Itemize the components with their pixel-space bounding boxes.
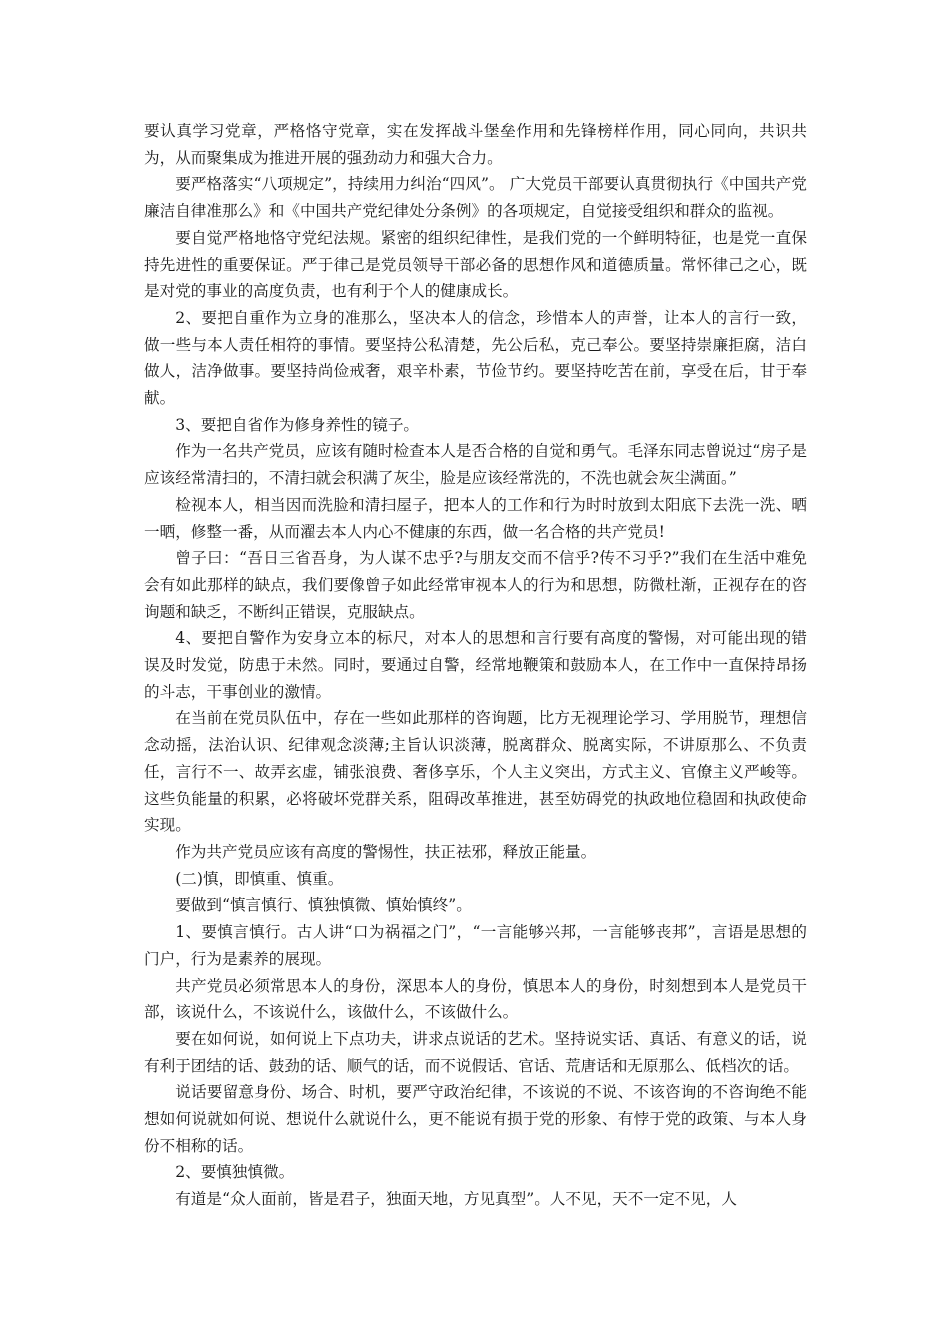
- paragraph: 3、要把自省作为修身养性的镜子。: [175, 415, 420, 434]
- paragraph: 1、要慎言慎行。古人讲“口为祸福之门”，“一言能够兴邦，一言能够丧邦”，言语是思想的门户，行为是素养的展现。: [144, 923, 807, 968]
- paragraph: 要在如何说，如何说上下点功夫，讲求点说话的艺术。坚持说实话、真话、有意义的话，说有利于团结的话、鼓劲的话、顺气的话，而不说假话、官话、荒唐话和无原那么、低档次的话。: [144, 1029, 807, 1075]
- paragraph: 要认真学习党章，严格恪守党章，实在发挥战斗堡垒作用和先锋榜样作用，同心同向，共识共为，从而聚集成为推进开展的强劲动力和强大合力。: [144, 122, 807, 167]
- paragraph: 有道是“众人面前，皆是君子，独面天地，方见真型”。人不见，天不一定不见，人: [175, 1190, 737, 1209]
- paragraph: 作为一名共产党员，应该有随时检查本人是否合格的自觉和勇气。毛泽东同志曾说过“房子是应该经常清扫的，不清扫就会积满了灰尘，脸是应该经常洗的，不洗也就会灰尘满面。”: [144, 442, 807, 488]
- paragraph: 共产党员必须常思本人的身份，深思本人的身份，慎思本人的身份，时刻想到本人是党员干部，该说什么，不该说什么，该做什么，不该做什么。: [144, 976, 807, 1022]
- paragraph: 说话要留意身份、场合、时机，要严守政治纪律，不该说的不说、不该咨询的不咨询绝不能想如何说就如何说、想说什么就说什么，更不能说有损于党的形象、有悖于党的政策、与本人身份不相称的话。: [144, 1083, 807, 1155]
- paragraph: 要做到“慎言慎行、慎独慎微、慎始慎终”。: [175, 896, 472, 915]
- paragraph: 检视本人，相当因而洗脸和清扫屋子，把本人的工作和行为时时放到太阳底下去洗一洗、晒一晒，修整一番，从而濯去本人内心不健康的东西，做一名合格的共产党员!: [144, 495, 807, 541]
- paragraph: 作为共产党员应该有高度的警惕性，扶正祛邪，释放正能量。: [175, 842, 597, 861]
- document-body: [144, 118, 807, 1213]
- paragraph: 2、要慎独慎微。: [175, 1163, 295, 1182]
- paragraph: 4、要把自警作为安身立本的标尺，对本人的思想和言行要有高度的警惕，对可能出现的错误及时发觉，防患于未然。同时，要通过自警，经常地鞭策和鼓励本人，在工作中一直保持昂扬的斗志，干事创业的激情。: [144, 629, 807, 701]
- paragraph: 要自觉严格地恪守党纪法规。紧密的组织纪律性，是我们党的一个鲜明特征，也是党一直保持先进性的重要保证。严于律己是党员领导干部必备的思想作风和道德质量。常怀律己之心，既是对党的事业的高度负责，也有利于个人的健康成长。: [144, 228, 807, 301]
- paragraph: 要严格落实“八项规定”，持续用力纠治“四风”。 广大党员干部要认真贯彻执行《中国共产党廉洁自律准那么》和《中国共产党纪律处分条例》的各项规定，自觉接受组织和群众的监视。: [144, 175, 807, 221]
- paragraph: 2、要把自重作为立身的准那么，坚决本人的信念，珍惜本人的声誉，让本人的言行一致，做一些与本人责任相符的事情。要坚持公私清楚，先公后私，克己奉公。要坚持崇廉拒腐，洁白做人，洁净做事。要坚持尚俭戒奢，艰辛朴素，节俭节约。要坚持吃苦在前，享受在后，甘于奉献。: [144, 308, 807, 408]
- paragraph: 曾子曰：“吾日三省吾身，为人谋不忠乎?与朋友交而不信乎?传不习乎?”我们在生活中难免会有如此那样的缺点，我们要像曾子如此经常审视本人的行为和思想，防微杜渐，正视存在的咨询题和缺乏，不断纠正错误，克服缺点。: [144, 549, 807, 621]
- paragraph: 在当前在党员队伍中，存在一些如此那样的咨询题，比方无视理论学习、学用脱节，理想信念动摇，法治认识、纪律观念淡薄;主旨认识淡薄，脱离群众、脱离实际，不讲原那么、不负责任，言行不一、故弄玄虚，铺张浪费、奢侈享乐，个人主义突出，方式主义、官僚主义严峻等。这些负能量的积累，必将破坏党群关系，阻碍改革推进，甚至妨碍党的执政地位稳固和执政使命实现。: [144, 709, 807, 835]
- paragraph: (二)慎，即慎重、慎重。: [175, 869, 344, 888]
